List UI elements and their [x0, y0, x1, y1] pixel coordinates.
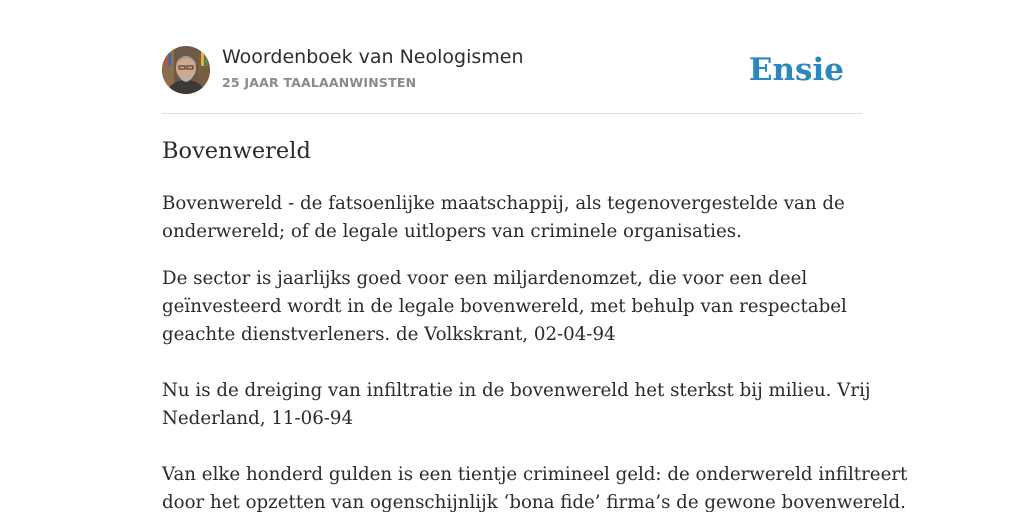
header-divider: [162, 113, 862, 114]
quote-line: door het opzetten van ogenschijnlijk ‘bona fide’ firma’s de gewone bovenwereld.: [162, 492, 906, 512]
quote: [162, 265, 862, 349]
site-header: [162, 46, 862, 96]
source-title[interactable]: Woordenboek van Neologismen: [222, 46, 524, 68]
quote-line: geachte dienstverleners. de Volkskrant, 02-04-94: [162, 324, 616, 345]
definition-line: onderwereld; of de legale uitlopers van criminele organisaties.: [162, 221, 742, 242]
entry-definition: [162, 190, 862, 246]
quote: [162, 461, 908, 512]
quote-line: geïnvesteerd wordt in de legale bovenwereld, met behulp van respectabel: [162, 296, 847, 317]
brand-logo[interactable]: Ensie: [748, 52, 844, 88]
quote: [162, 377, 871, 433]
entry-title: Bovenwereld: [162, 138, 311, 164]
source-subtitle: 25 JAAR TAALAANWINSTEN: [222, 75, 417, 90]
entry-quotes: [162, 265, 908, 512]
quote-line: Nu is de dreiging van infiltratie in de bovenwereld het sterkst bij milieu. Vrij: [162, 380, 871, 401]
author-portrait-icon: [162, 46, 210, 94]
quote-line: Van elke honderd gulden is een tientje crimineel geld: de onderwereld infiltreert: [162, 464, 908, 485]
quote-line: Nederland, 11-06-94: [162, 408, 354, 429]
avatar[interactable]: [162, 46, 210, 94]
quote-line: De sector is jaarlijks goed voor een miljardenomzet, die voor een deel: [162, 268, 808, 289]
definition-line: Bovenwereld - de fatsoenlijke maatschappij, als tegenovergestelde van de: [162, 193, 845, 214]
